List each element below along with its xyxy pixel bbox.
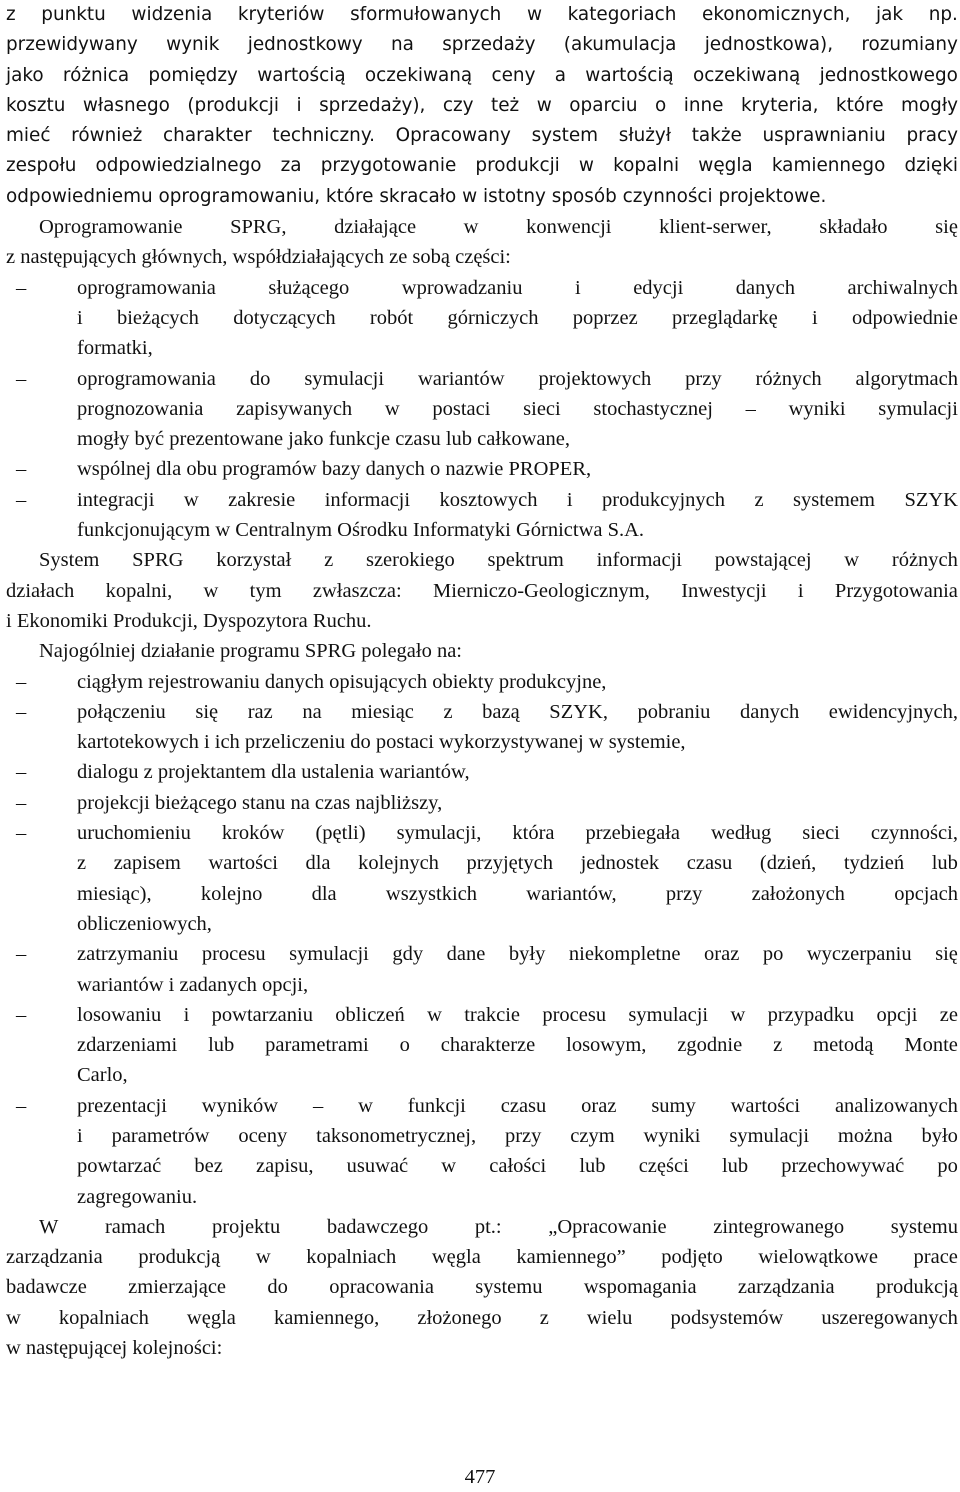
line-text: uruchomieniu kroków (pętli) symulacji, która przebiegała według sieci czynności, (77, 822, 958, 845)
text-line (6, 424, 958, 454)
dash-bullet-icon: – (16, 700, 27, 723)
line-text: zagregowaniu. (77, 1185, 198, 1208)
dash-bullet-icon: – (16, 1094, 27, 1117)
text-line (6, 576, 958, 606)
text-line (6, 333, 958, 363)
list-item-line (6, 667, 958, 697)
dash-bullet-icon: – (16, 943, 27, 966)
dash-bullet-icon: – (16, 822, 27, 845)
line-text: zatrzymaniu procesu symulacji gdy dane były niekompletne oraz po wyczerpaniu się (77, 943, 958, 966)
line-text: funkcjonującym w Centralnym Ośrodku Informatyki Górnictwa S.A. (77, 519, 645, 542)
line-text: W ramach projektu badawczego pt.: „Opracowanie zintegrowanego systemu (39, 1215, 958, 1238)
text-line (6, 848, 958, 878)
text-line (6, 121, 958, 151)
line-text: miesiąc), kolejno dla wszystkich wariantów, przy założonych opcjach (77, 882, 958, 905)
line-text: wspólnej dla obu programów bazy danych o nazwie PROPER, (77, 458, 592, 481)
text-line (6, 394, 958, 424)
line-text: zespołu odpowiedzialnego za przygotowanie produkcji w kopalni węgla kamiennego dzięki (6, 155, 958, 177)
line-text: ciągłym rejestrowaniu danych opisujących obiekty produkcyjne, (77, 670, 607, 693)
list-item-line (6, 273, 958, 303)
line-text: odpowiedniemu oprogramowaniu, które skracało w istotny sposób czynności projektowe. (6, 185, 827, 207)
line-text: prognozowania zapisywanych w postaci sieci stochastycznej – wyniki symulacji (77, 397, 958, 420)
text-line (6, 636, 958, 666)
text-line (6, 1303, 958, 1333)
text-line (6, 970, 958, 1000)
text-line (6, 212, 958, 242)
document-page (6, 0, 958, 1363)
list-item-line (6, 1000, 958, 1030)
text-line (6, 545, 958, 575)
list-item-line (6, 818, 958, 848)
text-line (6, 151, 958, 181)
text-line (6, 879, 958, 909)
line-text: z punktu widzenia kryteriów sformułowanych w kategoriach ekonomicznych, jak np. (6, 4, 958, 25)
line-text: oprogramowania do symulacji wariantów projektowych przy różnych algorytmach (77, 367, 958, 390)
line-text: jako różnica pomiędzy wartością oczekiwaną ceny a wartością oczekiwaną jednostkowego (6, 64, 958, 86)
text-line (6, 303, 958, 333)
line-text: powtarzać bez zapisu, usuwać w całości lub części lub przechowywać po (77, 1155, 958, 1178)
line-text: w następującej kolejności: (6, 1337, 223, 1360)
line-text: badawcze zmierzające do opracowania systemu wspomagania zarządzania produkcją (6, 1276, 958, 1299)
text-line (6, 1151, 958, 1181)
line-text: kosztu własnego (produkcji i sprzedaży), czy też w oparciu o inne kryteria, które mogły (6, 94, 958, 116)
page-number: 477 (464, 1466, 496, 1488)
dash-bullet-icon: – (16, 791, 27, 814)
line-text: obliczeniowych, (77, 912, 212, 935)
text-line (6, 1182, 958, 1212)
line-text: losowaniu i powtarzaniu obliczeń w trakcie procesu symulacji w przypadku opcji ze (77, 1003, 958, 1026)
dash-bullet-icon: – (16, 458, 27, 481)
line-text: zarządzania produkcją w kopalniach węgla kamiennego” podjęto wielowątkowe prace (6, 1246, 958, 1269)
line-text: Najogólniej działanie programu SPRG polegało na: (39, 640, 463, 663)
line-text: dialogu z projektantem dla ustalenia wariantów, (77, 761, 470, 784)
line-text: oprogramowania służącego wprowadzaniu i edycji danych archiwalnych (77, 276, 958, 299)
dash-bullet-icon: – (16, 670, 27, 693)
dash-bullet-icon: – (16, 276, 27, 299)
text-line (6, 182, 958, 212)
list-item-line (6, 939, 958, 969)
text-line (6, 1212, 958, 1242)
list-item-line (6, 454, 958, 484)
line-text: przewidywany wynik jednostkowy na sprzedaży (akumulacja jednostkowa), rozumiany (6, 34, 958, 56)
list-item-line (6, 788, 958, 818)
line-text: kartotekowych i ich przeliczeniu do postaci wykorzystywanej w systemie, (77, 731, 686, 754)
line-text: z następujących głównych, współdziałających ze sobą części: (6, 246, 511, 269)
line-text: wariantów i zadanych opcji, (77, 973, 309, 996)
line-text: i parametrów oceny taksonometrycznej, przy czym wyniki symulacji można było (77, 1124, 958, 1147)
text-line (6, 242, 958, 272)
line-text: System SPRG korzystał z szerokiego spektrum informacji powstającej w różnych (39, 549, 958, 572)
text-line (6, 61, 958, 91)
line-text: Carlo, (77, 1064, 128, 1087)
line-text: działach kopalni, w tym zwłaszcza: Mierniczo-Geologicznym, Inwestycji i Przygotowania (6, 579, 958, 602)
text-line (6, 515, 958, 545)
line-text: z zapisem wartości dla kolejnych przyjętych jednostek czasu (dzień, tydzień lub (77, 852, 958, 875)
text-line (6, 1060, 958, 1090)
text-line (6, 91, 958, 121)
list-item-line (6, 757, 958, 787)
list-item-line (6, 1091, 958, 1121)
text-line (6, 1333, 958, 1363)
line-text: Oprogramowanie SPRG, działające w konwencji klient-serwer, składało się (39, 216, 958, 239)
text-line (6, 1242, 958, 1272)
text-line (6, 606, 958, 636)
list-item-line (6, 485, 958, 515)
line-text: i Ekonomiki Produkcji, Dyspozytora Ruchu. (6, 609, 372, 632)
line-text: i bieżących dotyczących robót górniczych poprzez przeglądarkę i odpowiednie (77, 306, 958, 329)
text-line (6, 1121, 958, 1151)
line-text: mieć również charakter techniczny. Opracowany system służył także usprawnianiu pracy (6, 125, 958, 147)
text-line (6, 1272, 958, 1302)
text-line (6, 727, 958, 757)
line-text: zdarzeniami lub parametrami o charakterze losowym, zgodnie z metodą Monte (77, 1034, 958, 1057)
text-line (6, 1030, 958, 1060)
line-text: integracji w zakresie informacji kosztowych i produkcyjnych z systemem SZYK (77, 488, 958, 511)
dash-bullet-icon: – (16, 488, 27, 511)
text-line (6, 30, 958, 60)
line-text: mogły być prezentowane jako funkcje czasu lub całkowane, (77, 428, 570, 451)
dash-bullet-icon: – (16, 1003, 27, 1026)
line-text: prezentacji wyników – w funkcji czasu oraz sumy wartości analizowanych (77, 1094, 958, 1117)
dash-bullet-icon: – (16, 367, 27, 390)
line-text: formatki, (77, 337, 153, 360)
list-item-line (6, 364, 958, 394)
text-line (6, 0, 958, 30)
text-line (6, 909, 958, 939)
list-item-line (6, 697, 958, 727)
line-text: projekcji bieżącego stanu na czas najbliższy, (77, 791, 443, 814)
dash-bullet-icon: – (16, 761, 27, 784)
line-text: połączeniu się raz na miesiąc z bazą SZYK, pobraniu danych ewidencyjnych, (77, 700, 958, 723)
line-text: w kopalniach węgla kamiennego, złożonego z wielu podsystemów uszeregowanych (6, 1306, 958, 1329)
